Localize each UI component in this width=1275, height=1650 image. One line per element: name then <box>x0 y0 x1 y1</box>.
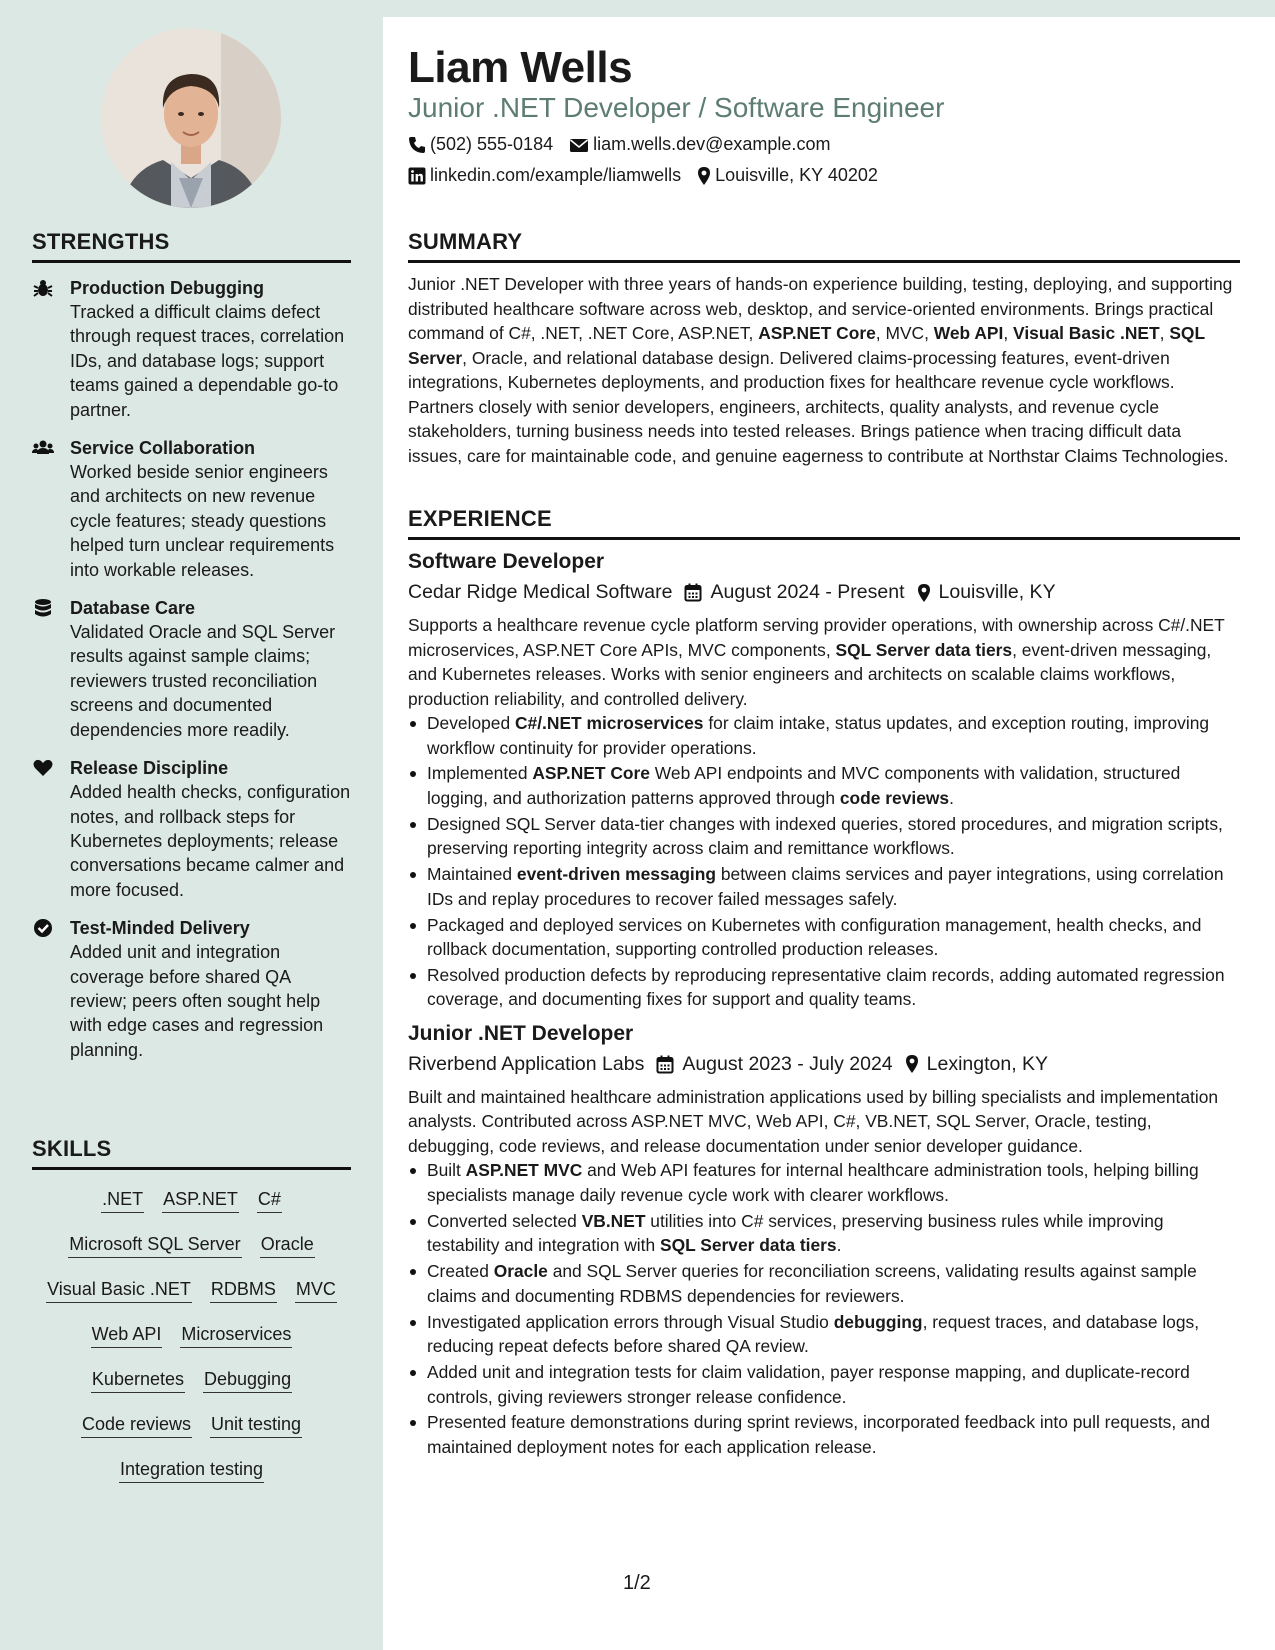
strength-desc: Added health checks, configuration notes, and rollback steps for Kubernetes deployments; release conversations became calmer and more focused. <box>70 782 351 900</box>
job-dates: August 2023 - July 2024 <box>682 1052 893 1075</box>
strength-title: Test-Minded Delivery <box>70 918 250 939</box>
job-bullet: Designed SQL Server data-tier changes with indexed queries, stored procedures, and migration scripts, preserving reporting integrity across claim and remittance workflows. <box>408 812 1240 861</box>
candidate-title: Junior .NET Developer / Software Engineer <box>408 92 945 123</box>
strength-desc: Validated Oracle and SQL Server results against sample claims; reviewers trusted reconciliation screens and documented dependencies more readily. <box>70 622 336 740</box>
job-bullet: Maintained event-driven messaging between claims services and payer integrations, using correlation IDs and replay procedures to recover failed messages safely. <box>408 862 1240 911</box>
check-circle-icon <box>32 918 54 938</box>
skill-tag: Code reviews <box>81 1413 192 1438</box>
strengths-list <box>32 276 351 1062</box>
job-bullet: Developed C#/.NET microservices for claim intake, status updates, and exception routing, improving workflow continuity for provider operations. <box>408 711 1240 760</box>
skill-tag: Integration testing <box>119 1458 264 1483</box>
map-pin-icon <box>917 583 931 603</box>
job-bullet: Converted selected VB.NET utilities into C# services, preserving business rules while improving testability and integration with SQL Server data tiers. <box>408 1209 1240 1258</box>
job-bullet: Built ASP.NET MVC and Web API features for internal healthcare administration tools, helping billing specialists manage daily revenue cycle work with clearer workflows. <box>408 1158 1240 1207</box>
database-icon <box>32 598 54 618</box>
strength-title: Release Discipline <box>70 758 229 779</box>
contact-email: liam.wells.dev@example.com <box>569 134 830 155</box>
job-location: Louisville, KY <box>938 581 1056 603</box>
linkedin-icon <box>408 167 426 185</box>
skill-tag: Web API <box>91 1323 163 1348</box>
strength-desc: Tracked a difficult claims defect through request traces, correlation IDs, and database logs; support teams gained a dependable go-to partner. <box>70 302 345 420</box>
users-icon <box>32 438 54 458</box>
job-meta <box>408 1053 1240 1076</box>
candidate-name: Liam Wells <box>408 43 633 92</box>
job-location: Lexington, KY <box>926 1052 1049 1075</box>
strength-item <box>32 436 351 582</box>
calendar-icon <box>684 583 702 602</box>
strength-desc: Worked beside senior engineers and architects on new revenue cycle features; steady questions helped turn unclear requirements into workable releases. <box>70 462 335 580</box>
contact-row <box>408 165 894 186</box>
job-entry <box>408 550 1240 1012</box>
strength-desc: Added unit and integration coverage before shared QA review; peers often sought help with edge cases and regression planning. <box>70 942 324 1060</box>
skill-tag: Oracle <box>260 1233 315 1258</box>
job-bullet: Created Oracle and SQL Server queries for reconciliation screens, validating results against sample claims and documenting RDBMS dependencies for reviewers. <box>408 1259 1240 1308</box>
sidebar <box>0 0 383 1650</box>
job-bullets <box>408 711 1240 1012</box>
contact-phone: (502) 555-0184 <box>408 134 553 155</box>
job-description: Built and maintained healthcare administration applications used by billing specialists and implementation analysts. Contributed across ASP.NET MVC, Web API, C#, VB.NET, SQL Server, Oracle, testing, debugging, code reviews, and release documentation under senior developer guidance. <box>408 1086 1219 1156</box>
strength-item <box>32 916 351 1062</box>
job-meta <box>408 581 1240 604</box>
contact-location: Louisville, KY 40202 <box>697 165 878 186</box>
job-bullet: Presented feature demonstrations during sprint reviews, incorporated feedback into pull requests, and maintained deployment notes for each application release. <box>408 1410 1240 1459</box>
portrait-image <box>101 28 281 208</box>
map-pin-icon <box>905 1054 919 1074</box>
job-description: Supports a healthcare revenue cycle platform serving provider operations, with ownership across C#/.NET microservices, ASP.NET Core APIs, MVC components, SQL Server data tiers, event-driven messaging, and Kubernetes releases. Works with senior engineers and architects on scalable claims workflows, production reliability, and controlled delivery. <box>408 615 1225 709</box>
envelope-icon <box>569 137 589 153</box>
calendar-icon <box>656 1055 674 1074</box>
skill-tag: .NET <box>101 1188 144 1213</box>
strength-item <box>32 596 351 742</box>
contact-row <box>408 134 846 155</box>
job-bullets <box>408 1158 1240 1459</box>
job-company: Cedar Ridge Medical Software <box>408 581 673 603</box>
strengths-heading: STRENGTHS <box>32 229 351 263</box>
skill-tag: Kubernetes <box>91 1368 185 1393</box>
job-bullet: Implemented ASP.NET Core Web API endpoints and MVC components with validation, structured logging, and authorization patterns approved through code reviews. <box>408 761 1240 810</box>
job-entry <box>408 1022 1240 1459</box>
job-bullet: Investigated application errors through Visual Studio debugging, request traces, and database logs, reducing repeat defects before shared QA review. <box>408 1310 1240 1359</box>
strength-title: Database Care <box>70 598 196 619</box>
strength-title: Service Collaboration <box>70 438 256 459</box>
summary-heading: SUMMARY <box>408 229 1240 263</box>
strength-item <box>32 756 351 902</box>
strength-title: Production Debugging <box>70 278 264 298</box>
skill-tag: RDBMS <box>210 1278 277 1303</box>
phone-icon <box>408 136 426 154</box>
main-content <box>383 17 1275 1650</box>
job-bullet: Added unit and integration tests for claim validation, payer response mapping, and duplicate-record controls, giving reviewers stronger release confidence. <box>408 1360 1240 1409</box>
skill-tag: Debugging <box>203 1368 292 1393</box>
skill-tag: ASP.NET <box>162 1188 239 1213</box>
bug-icon <box>32 278 54 298</box>
strength-item <box>32 276 351 422</box>
skill-tag: Microservices <box>180 1323 292 1348</box>
job-title: Software Developer <box>408 550 605 573</box>
strengths-section <box>32 229 351 1062</box>
skills-heading: SKILLS <box>32 1136 351 1170</box>
skill-tag: Unit testing <box>210 1413 302 1438</box>
summary-text: Junior .NET Developer with three years of hands-on experience building, testing, deploying, and supporting distributed healthcare software across web, desktop, and service-oriented environments. Brings practical command of C#, .NET, .NET Core, ASP.NET, ASP.NET Core, MVC, Web API, Visual Basic .NET, SQL Server, Oracle, and relational database design. Delivered claims-processing features, event-driven integrations, Kubernetes deployments, and production fixes for healthcare revenue cycle workflows. Partners closely with senior developers, engineers, architects, quality analysts, and revenue cycle stakeholders, turning business needs into tested releases. Brings patience when tracing difficult data issues, care for maintainable code, and genuine eagerness to contribute at Northstar Claims Technologies. <box>408 274 1233 466</box>
job-bullet: Resolved production defects by reproducing representative claim records, adding automated regression coverage, and documenting fixes for support and quality teams. <box>408 963 1240 1012</box>
page-number: 1/2 <box>623 1572 651 1594</box>
map-pin-icon <box>697 166 711 186</box>
heart-icon <box>32 758 54 778</box>
profile-photo <box>101 28 281 208</box>
experience-section <box>408 506 1240 1461</box>
experience-heading: EXPERIENCE <box>408 506 1240 540</box>
skill-tag: Visual Basic .NET <box>46 1278 192 1303</box>
job-dates: August 2024 - Present <box>710 581 905 603</box>
skills-section <box>32 1136 351 1503</box>
job-title: Junior .NET Developer <box>408 1021 634 1045</box>
skills-list <box>32 1188 351 1503</box>
summary-section <box>408 229 1240 468</box>
job-bullet: Packaged and deployed services on Kubernetes with configuration management, health checks, and rollback documentation, supporting controlled production releases. <box>408 913 1240 962</box>
skill-tag: MVC <box>295 1278 337 1303</box>
skill-tag: Microsoft SQL Server <box>68 1233 241 1258</box>
contact-linkedin: linkedin.com/example/liamwells <box>408 165 681 186</box>
skill-tag: C# <box>257 1188 282 1213</box>
job-company: Riverbend Application Labs <box>408 1052 645 1075</box>
